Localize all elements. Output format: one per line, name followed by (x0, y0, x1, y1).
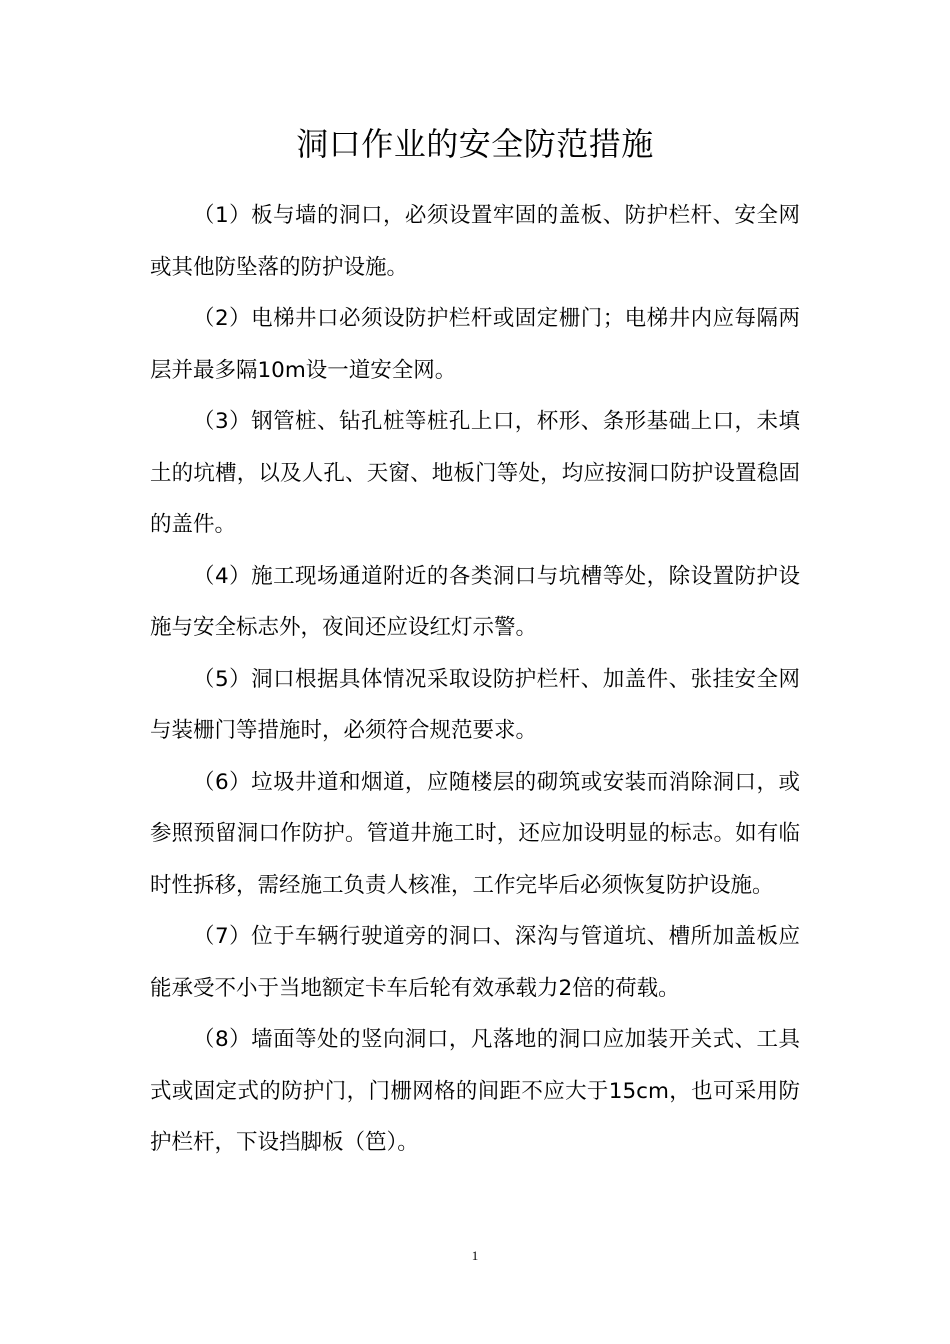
paragraph-2: （2）电梯井口必须设防护栏杆或固定栅门；电梯井内应每隔两层并最多隔10m设一道安全网。 (150, 306, 800, 383)
page-title: 洞口作业的安全防范措施 (296, 125, 654, 163)
paragraph-1: （1）板与墙的洞口，必须设置牢固的盖板、防护栏杆、安全网或其他防坠落的防护设施。 (150, 203, 800, 280)
paragraph-5: （5）洞口根据具体情况采取设防护栏杆、加盖件、张挂安全网与装栅门等措施时，必须符合规范要求。 (150, 666, 800, 743)
paragraph-6: （6）垃圾井道和烟道，应随楼层的砌筑或安装而消除洞口，或参照预留洞口作防护。管道井施工时，还应加设明显的标志。如有临时性拆移，需经施工负责人核准，工作完毕后必须恢复防护设施。 (150, 769, 800, 898)
paragraph-4: （4）施工现场通道附近的各类洞口与坑槽等处，除设置防护设施与安全标志外，夜间还应设红灯示警。 (150, 563, 800, 640)
document-body (150, 190, 800, 1169)
paragraph-7: （7）位于车辆行驶道旁的洞口、深沟与管道坑、槽所加盖板应能承受不小于当地额定卡车后轮有效承载力2倍的荷载。 (150, 924, 800, 1001)
paragraph-3: （3）钢管桩、钻孔桩等桩孔上口，杯形、条形基础上口，未填土的坑槽，以及人孔、天窗、地板门等处，均应按洞口防护设置稳固的盖件。 (150, 409, 800, 537)
paragraph-8: （8）墙面等处的竖向洞口，凡落地的洞口应加装开关式、工具式或固定式的防护门，门栅网格的间距不应大于15cm，也可采用防护栏杆，下设挡脚板（笆）。 (150, 1027, 800, 1155)
page-number: 1 (471, 1248, 479, 1263)
